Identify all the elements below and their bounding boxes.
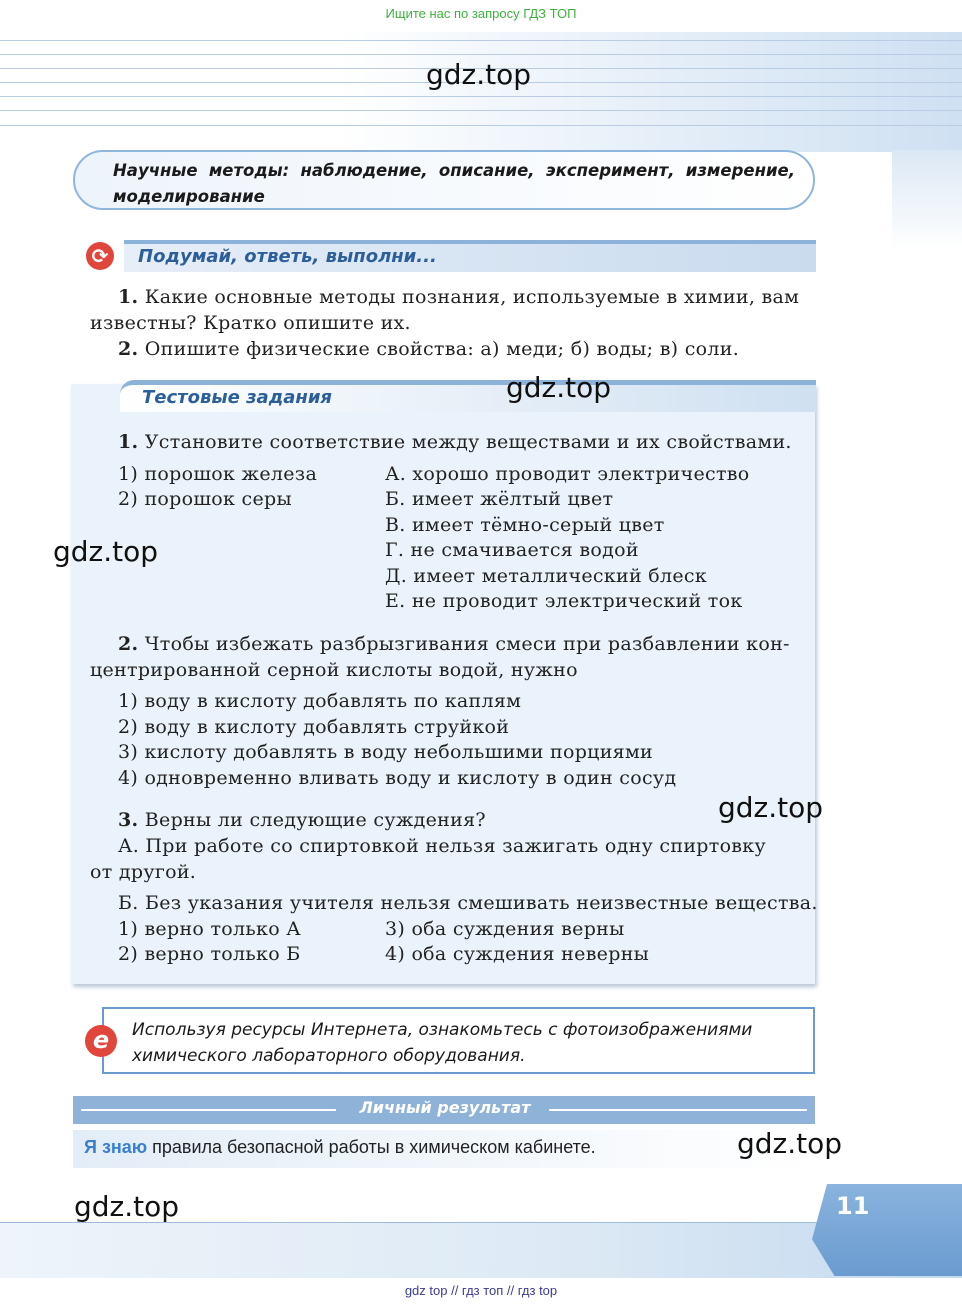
match-right-6: Е. не проводит электрический ток: [385, 590, 743, 612]
methods-box: Научные методы: наблюдение, описание, эксперимент, измерение, моделирование: [73, 150, 815, 210]
page-number-tab: [812, 1184, 962, 1276]
result-text: [84, 1137, 596, 1158]
test-text: Установите соответствие между веществами и их свойствами.: [144, 431, 792, 453]
think-title: Подумай, ответь, выполни...: [138, 246, 437, 267]
question-text: Опишите физические свойства: а) меди; б) воды; в) соли.: [144, 338, 740, 360]
test-2-cont: центрированной серной кислоты водой, нужно: [90, 659, 578, 681]
test-2-option-1: 1) воду в кислоту добавлять по каплям: [118, 690, 522, 712]
test-2-option-3: 3) кислоту добавлять в воду небольшими порциями: [118, 741, 653, 763]
result-highlight: Я знаю: [84, 1137, 148, 1157]
watermark: gdz.top: [74, 1190, 180, 1223]
statement-a: А. При работе со спиртовкой нельзя зажигать одну спиртовку: [118, 835, 766, 857]
match-right-1: А. хорошо проводит электричество: [385, 463, 750, 485]
watermark: gdz.top: [718, 791, 824, 824]
test-2: [118, 631, 790, 657]
question-1-cont: известны? Кратко опишите их.: [90, 312, 411, 334]
statement-b: Б. Без указания учителя нельзя смешивать неизвестные вещества.: [118, 892, 818, 914]
question-2: [118, 336, 739, 362]
internet-task-line-1: Используя ресурсы Интернета, ознакомьтесь с фотоизображениями: [132, 1020, 753, 1040]
match-right-2: Б. имеет жёлтый цвет: [385, 488, 614, 510]
tests-title: Тестовые задания: [142, 387, 332, 408]
bottom-banner: gdz top // гдз топ // гдз top: [404, 1283, 558, 1298]
test-3-option-1: 1) верно только А: [118, 918, 301, 940]
test-text: Чтобы избежать разбрызгивания смеси при разбавлении кон-: [144, 633, 790, 655]
question-number: 2.: [118, 338, 139, 360]
question-number: 1.: [118, 286, 139, 308]
internet-task-box: [102, 1007, 815, 1074]
statement-a-cont: от другой.: [90, 861, 197, 883]
test-3-option-4: 4) оба суждения неверны: [385, 943, 650, 965]
test-3-option-3: 3) оба суждения верны: [385, 918, 625, 940]
watermark: gdz.top: [737, 1127, 843, 1160]
watermark: gdz.top: [506, 371, 612, 404]
refresh-icon: ⟳: [86, 242, 114, 270]
top-banner: Ищите нас по запросу ГДЗ ТОП: [385, 6, 577, 21]
result-title: Личный результат: [359, 1098, 531, 1117]
header-band: [0, 32, 962, 152]
match-right-5: Д. имеет металлический блеск: [385, 565, 708, 587]
match-left-2: 2) порошок серы: [118, 488, 292, 510]
match-right-4: Г. не смачивается водой: [385, 539, 639, 561]
match-left-1: 1) порошок железа: [118, 463, 318, 485]
test-number: 2.: [118, 633, 139, 655]
internet-icon: e: [85, 1025, 117, 1057]
test-number: 1.: [118, 431, 139, 453]
question-1: [118, 284, 799, 310]
test-2-option-2: 2) воду в кислоту добавлять струйкой: [118, 716, 510, 738]
test-2-option-4: 4) одновременно вливать воду и кислоту в один сосуд: [118, 767, 677, 789]
internet-task-line-2: химического лабораторного оборудования.: [132, 1046, 526, 1066]
test-number: 3.: [118, 809, 139, 831]
match-right-3: В. имеет тёмно-серый цвет: [385, 514, 665, 536]
test-1: [118, 429, 792, 455]
watermark: gdz.top: [426, 58, 532, 91]
test-text: Верны ли следующие суждения?: [144, 809, 486, 831]
result-body: правила безопасной работы в химическом кабинете.: [147, 1137, 596, 1157]
watermark: gdz.top: [53, 535, 159, 568]
test-3: [118, 807, 486, 833]
page-number: 11: [836, 1192, 870, 1220]
test-3-option-2: 2) верно только Б: [118, 943, 301, 965]
question-text: Какие основные методы познания, используемые в химии, вам: [144, 286, 800, 308]
side-decoration: [892, 150, 962, 250]
